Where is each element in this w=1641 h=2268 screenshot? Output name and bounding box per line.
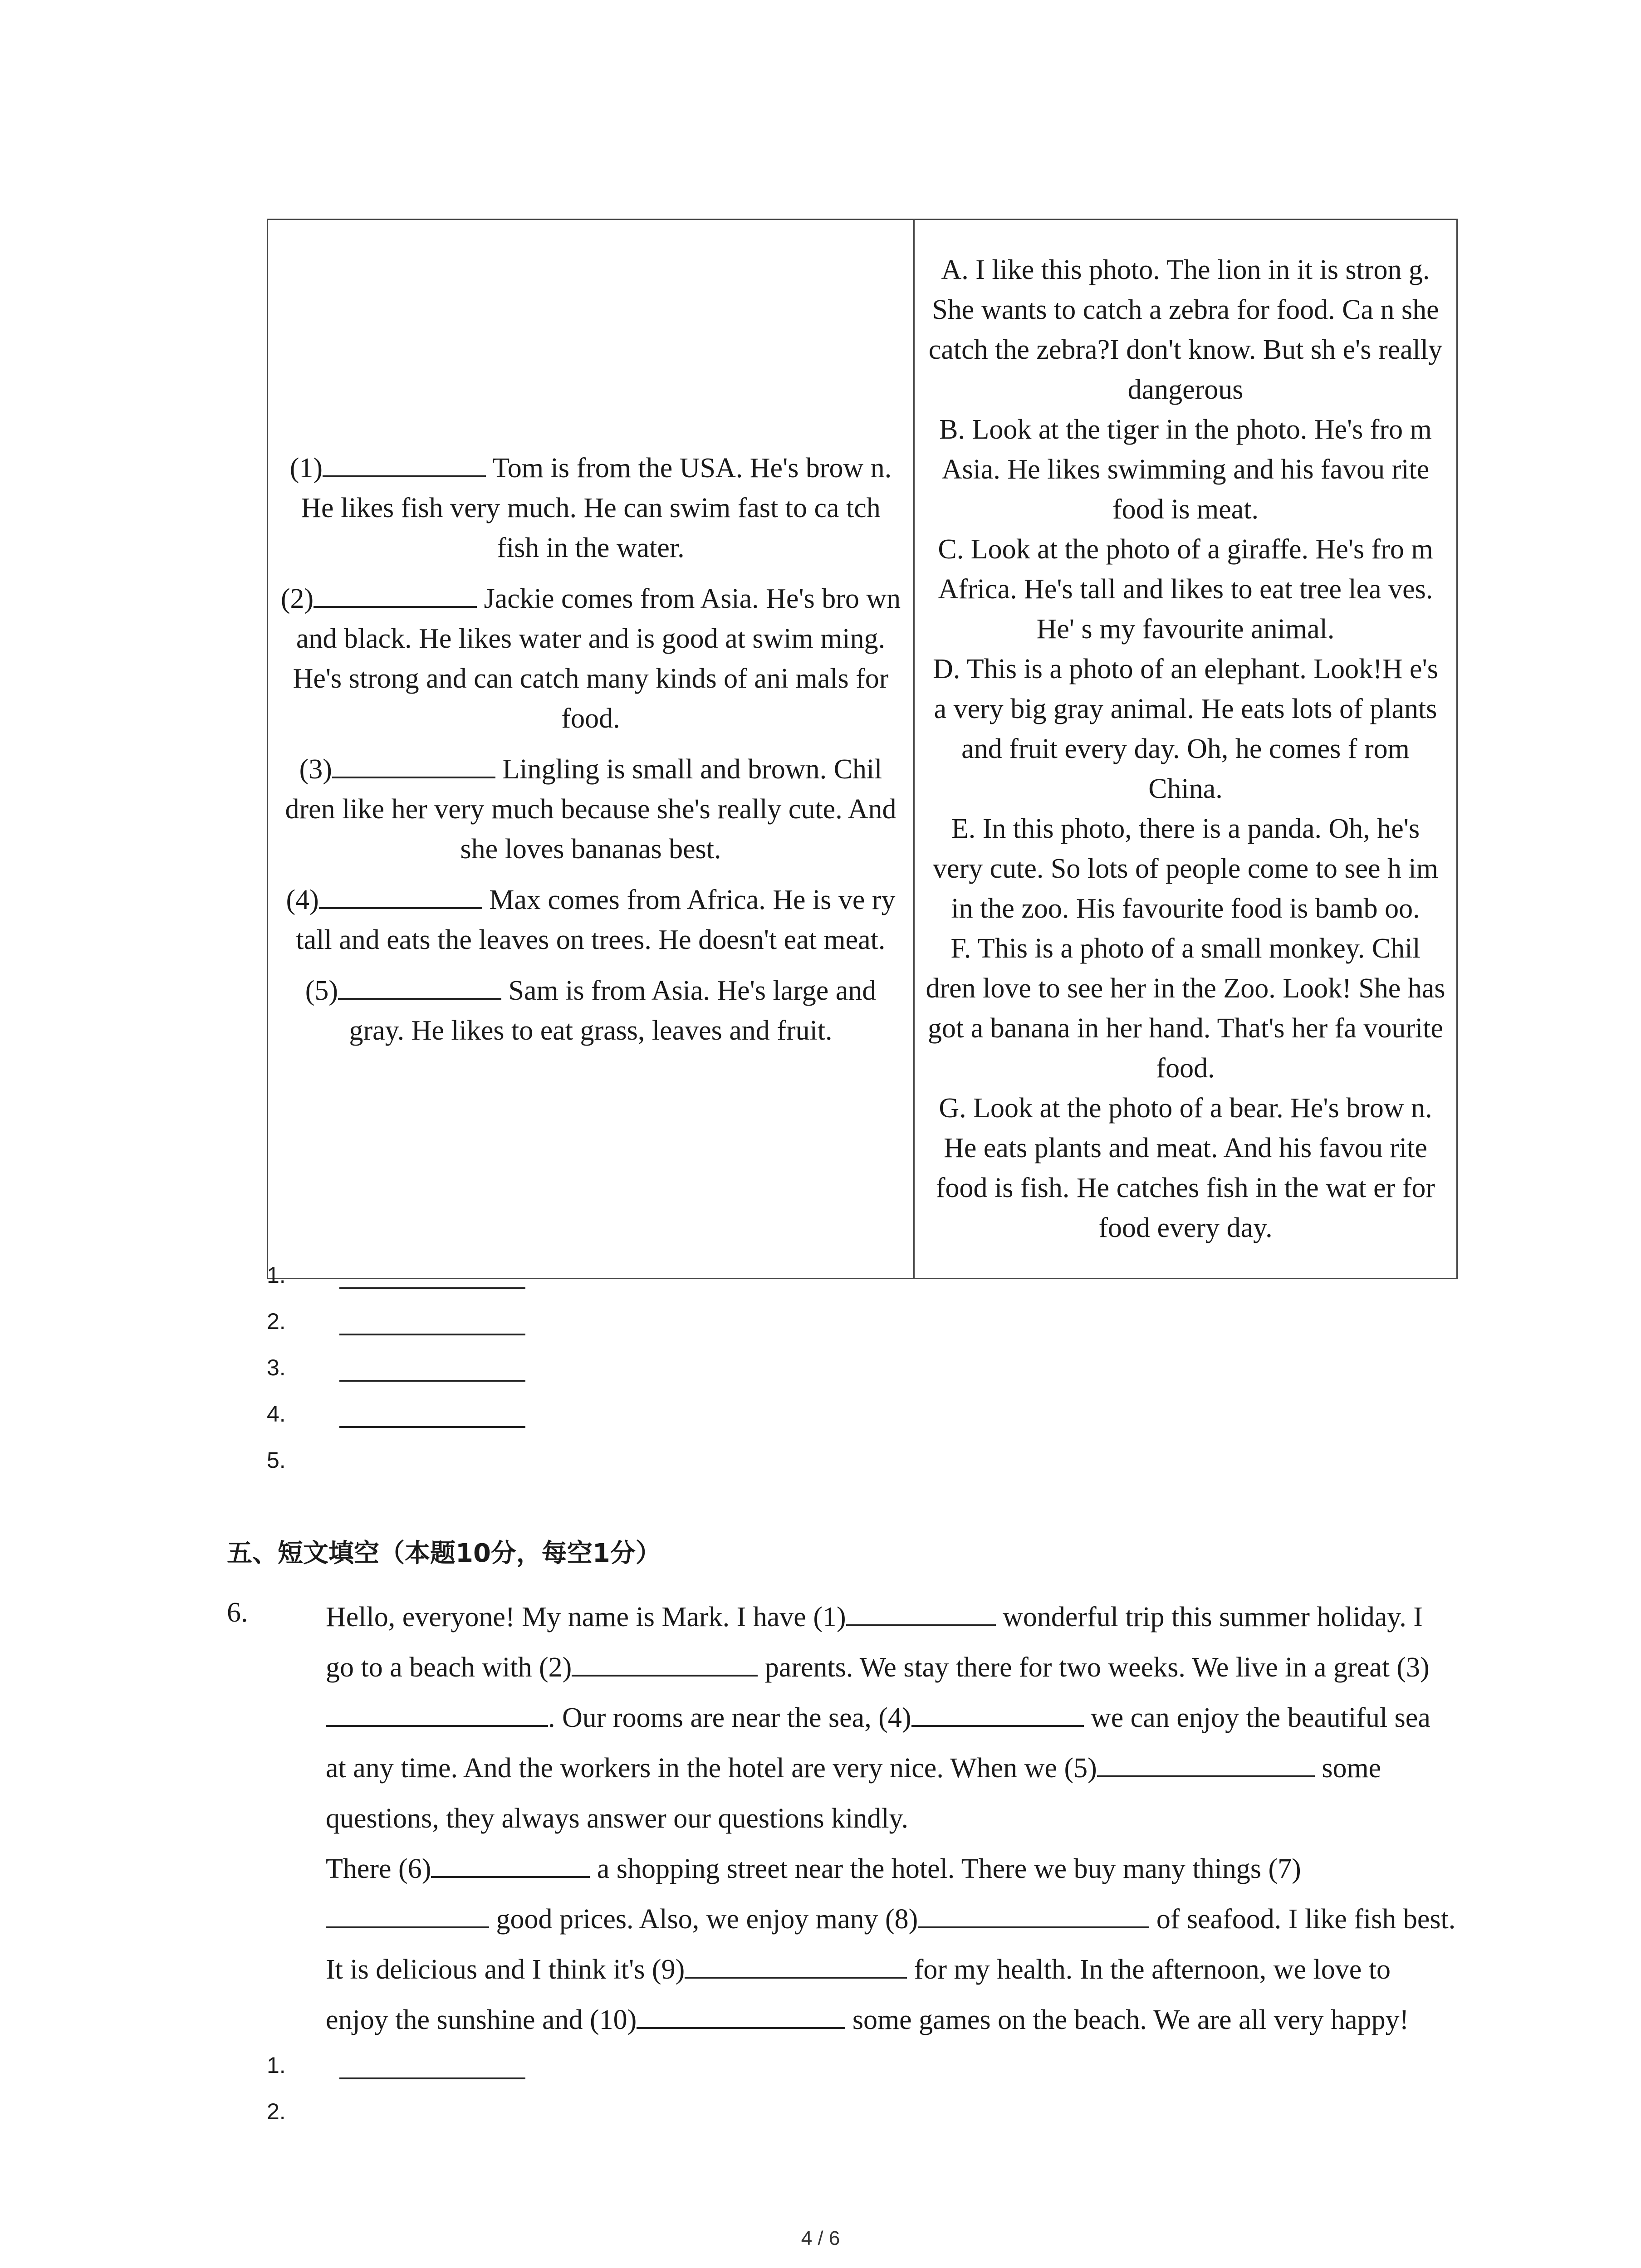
- blank-8[interactable]: [918, 1897, 1149, 1928]
- answer-blank[interactable]: [339, 1334, 525, 1335]
- answer-number: 1.: [267, 2053, 286, 2078]
- question-number: 6.: [227, 1597, 248, 1628]
- statement-number: (2): [280, 583, 314, 614]
- statement-text: Max comes from Africa. He is ve ry tall and eats the leaves on trees. He doesn't eat meat.: [296, 885, 896, 955]
- cloze-text: wonderful trip this summer holiday. I go to a beach with (2): [326, 1602, 1423, 1683]
- answer-number: 1.: [267, 1262, 286, 1288]
- cloze-text: There (6): [326, 1853, 431, 1884]
- matching-option: G. Look at the photo of a bear. He's brow n. He eats plants and meat. And his favou rite food is fish. He catches fish in the wat er for food every day.: [936, 1093, 1435, 1243]
- statement-number: (1): [289, 453, 323, 484]
- matching-table: [267, 219, 1458, 1279]
- cloze-text: parents. We stay there for two weeks. We live in a great (3): [758, 1652, 1430, 1683]
- statement-text: Tom is from the USA. He's brow n. He likes fish very much. He can swim fast to ca tch fish in the water.: [301, 453, 892, 563]
- answer-number: 2.: [267, 2099, 286, 2124]
- answer-number: 5.: [267, 1447, 286, 1473]
- blank-10[interactable]: [637, 1997, 845, 2029]
- cloze-text: of seafood. I like fish best. It is delicious and I think it's (9): [326, 1904, 1456, 1985]
- answer-blank[interactable]: [339, 1426, 525, 1428]
- blank-3[interactable]: [326, 1695, 548, 1727]
- matching-statement: [279, 879, 902, 960]
- statement-text: Sam is from Asia. He's large and gray. He likes to eat grass, leaves and fruit.: [349, 975, 877, 1046]
- answer-blank[interactable]: [339, 2077, 525, 2079]
- cloze-passage: [267, 1592, 1456, 2045]
- page-number: 4 / 6: [801, 2227, 840, 2249]
- matching-left-column: [268, 220, 914, 1279]
- blank-5[interactable]: [1097, 1745, 1315, 1777]
- matching-option: A. I like this photo. The lion in it is stron g. She wants to catch a zebra for food. Ca n she catch the zebra?I don't know. But sh e's really dangerous: [928, 254, 1443, 405]
- answer-blank[interactable]: [339, 1287, 525, 1289]
- cloze-text: . Our rooms are near the sea, (4): [548, 1702, 911, 1733]
- matching-option: F. This is a photo of a small monkey. Chil dren love to see her in the Zoo. Look! She has got a banana in her hand. That's her fa vourite food.: [926, 933, 1445, 1084]
- answer-number: 3.: [267, 1355, 286, 1380]
- cloze-paragraph-1: [267, 1592, 1456, 1844]
- answer-number: 4.: [267, 1401, 286, 1427]
- blank-7[interactable]: [326, 1897, 489, 1928]
- matching-statement: [279, 447, 902, 568]
- matching-option: D. This is a photo of an elephant. Look!H e's a very big gray animal. He eats lots of plants and fruit every day. Oh, he comes f rom China.: [933, 654, 1438, 804]
- statement-blank[interactable]: [314, 578, 477, 608]
- matching-statement: [279, 748, 902, 869]
- statement-text: Lingling is small and brown. Chil dren like her very much because she's really cute. And she loves bananas best.: [285, 754, 896, 865]
- blank-6[interactable]: [431, 1846, 590, 1878]
- cloze-text: Hello, everyone! My name is Mark. I have (1): [326, 1602, 846, 1633]
- matching-statement: [279, 578, 902, 738]
- blank-2[interactable]: [572, 1645, 758, 1677]
- answer-blank[interactable]: [339, 1380, 525, 1382]
- matching-option: C. Look at the photo of a giraffe. He's fro m Africa. He's tall and likes to eat tree lea ves. He' s my favourite animal.: [938, 534, 1433, 645]
- statement-blank[interactable]: [338, 970, 501, 1000]
- cloze-text: a shopping street near the hotel. There we buy many things (7): [590, 1853, 1301, 1884]
- blank-9[interactable]: [685, 1947, 907, 1979]
- cloze-text: good prices. Also, we enjoy many (8): [489, 1904, 918, 1935]
- cloze-paragraph-2: [267, 1844, 1456, 2045]
- statement-number: (5): [305, 975, 338, 1006]
- cloze-text: for my health. In the afternoon, we love to enjoy the sunshine and (10): [326, 1954, 1391, 2035]
- matching-right-column: [914, 220, 1457, 1279]
- cloze-text: we can enjoy the beautiful sea at any time. And the workers in the hotel are very nice. When we (5): [326, 1702, 1430, 1784]
- matching-statement: [279, 970, 902, 1051]
- statement-number: (4): [286, 885, 319, 915]
- section-title: 五、短文填空（本题10分，每空1分）: [227, 1539, 661, 1568]
- cloze-text: some games on the beach. We are all very happy!: [845, 2004, 1409, 2035]
- answer-number: 2.: [267, 1309, 286, 1334]
- statement-blank[interactable]: [319, 879, 482, 909]
- statement-blank[interactable]: [323, 447, 486, 477]
- statement-number: (3): [299, 754, 332, 785]
- matching-option: B. Look at the tiger in the photo. He's fro m Asia. He likes swimming and his favou rite food is meat.: [939, 414, 1432, 525]
- statement-blank[interactable]: [332, 748, 495, 778]
- matching-option: E. In this photo, there is a panda. Oh, he's very cute. So lots of people come to see h im in the zoo. His favourite food is bamb oo.: [932, 813, 1438, 924]
- cloze-text: some questions, they always answer our questions kindly.: [326, 1753, 1381, 1834]
- statement-text: Jackie comes from Asia. He's bro wn and black. He likes water and is good at swim ming. He's strong and can catch many kinds of ani mals for food.: [293, 583, 901, 734]
- blank-4[interactable]: [911, 1695, 1084, 1727]
- blank-1[interactable]: [846, 1594, 996, 1626]
